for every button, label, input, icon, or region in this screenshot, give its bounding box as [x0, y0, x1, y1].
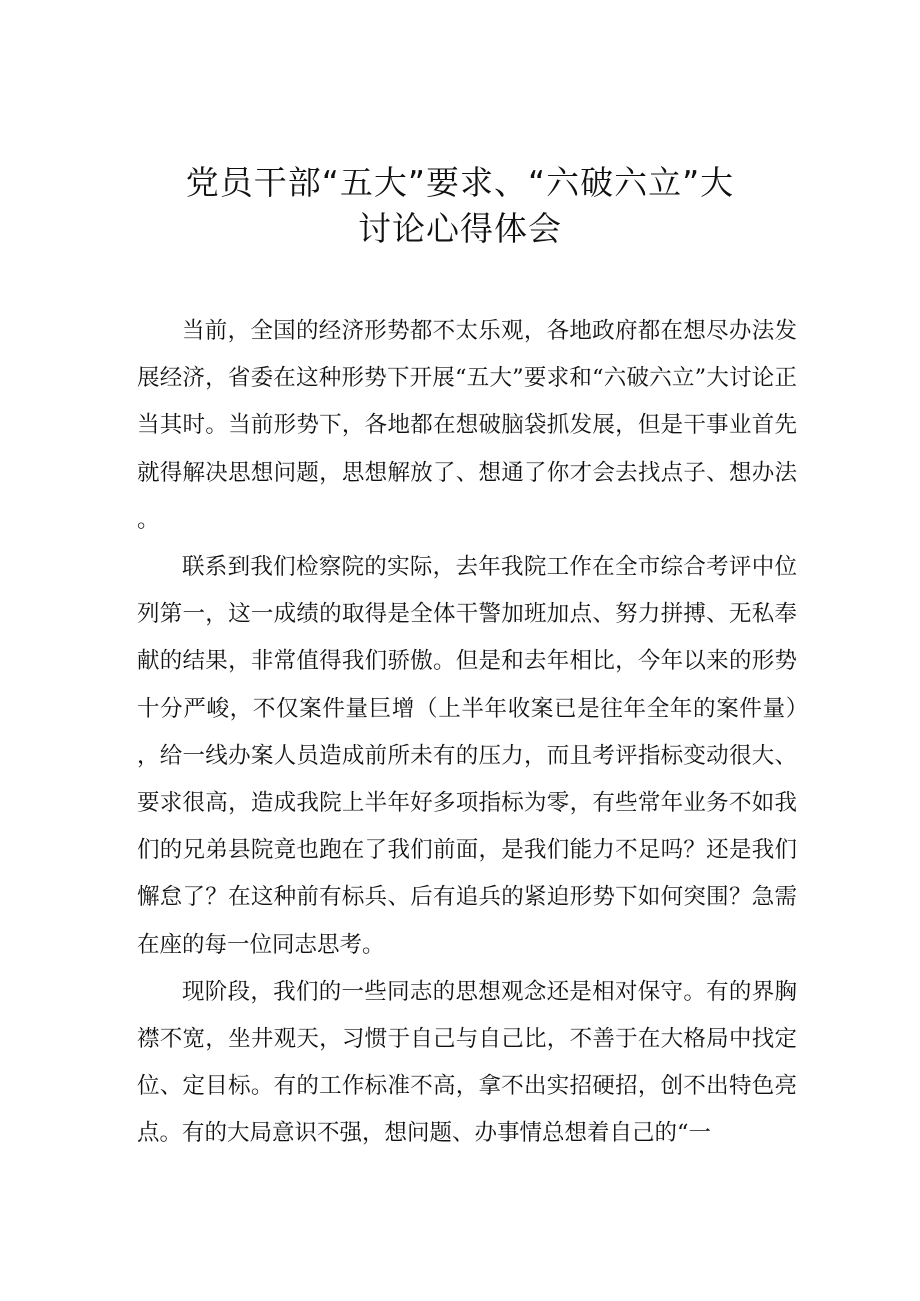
- paragraph-3: 现阶段，我们的一些同志的思想观念还是相对保守。有的界胸襟不宽，坐井观天，习惯于自己与自己比，不善于在大格局中找定位、定目标。有的工作标准不高，拿不出实招硬招，创不出特色亮点。有的大局意识不强，想问题、办事情总想着自己的“一: [137, 978, 797, 1147]
- document-title: [120, 160, 800, 252]
- title-line-2: 讨论心得体会: [358, 209, 562, 248]
- title-line-1: 党员干部“五大”要求、“六破六立”大: [185, 163, 735, 202]
- paragraph-1: 当前，全国的经济形势都不太乐观，各地政府都在想尽办法发展经济，省委在这种形势下开展“五大”要求和“六破六立”大讨论正当其时。当前形势下，各地都在想破脑袋抓发展，但是干事业首先就得解决思想问题，思想解放了、想通了你才会去找点子、想办法。: [137, 318, 797, 533]
- document-body: [137, 308, 797, 1158]
- paragraph-2: 联系到我们检察院的实际，去年我院工作在全市综合考评中位列第一，这一成绩的取得是全体干警加班加点、努力拼搏、无私奉献的结果，非常值得我们骄傲。但是和去年相比，今年以来的形势十分严峻，不仅案件量巨增（上半年收案已是往年全年的案件量），给一线办案人员造成前所未有的压力，而且考评指标变动很大、要求很高，造成我院上半年好多项指标为零，有些常年业务不如我们的兄弟县院竟也跑在了我们前面，是我们能力不足吗？还是我们懈怠了？在这种前有标兵、后有追兵的紧迫形势下如何突围？急需在座的每一位同志思考。: [137, 554, 797, 958]
